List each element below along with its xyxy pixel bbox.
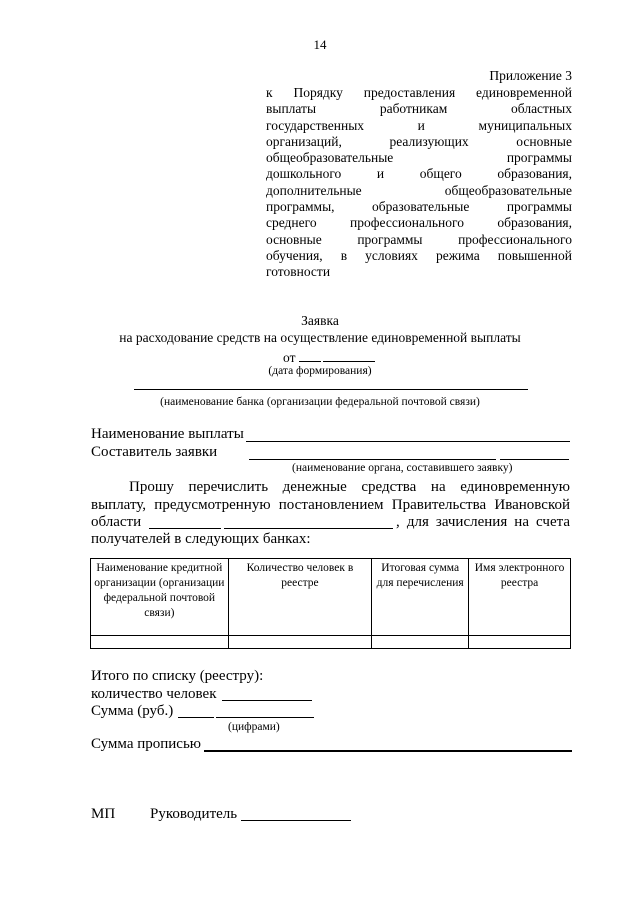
appendix-line: общеобразовательные программы [266, 150, 572, 166]
head-signature-field[interactable] [241, 820, 351, 821]
request-line: выплату, предусмотренную постановлением Правительства Ивановской [91, 497, 570, 513]
appendix-line: среднего профессионального образования, [266, 215, 572, 231]
table-header-cell: Количество человек в реестре [228, 559, 372, 636]
sum-field-a[interactable] [178, 717, 214, 718]
document-title: Заявка [301, 313, 339, 328]
appendix-line: государственных и муниципальных [266, 117, 572, 133]
appendix-line: готовности [266, 264, 331, 280]
appendix-line: организаций, реализующих основные [266, 133, 572, 149]
request-line: Прошу перечислить денежные средства на единовременную [129, 479, 570, 495]
page-number: 14 [313, 37, 327, 52]
compiler-label: Составитель заявки [91, 444, 218, 460]
appendix-line: основные программы профессионального [266, 231, 572, 247]
date-prefix: от [283, 350, 296, 365]
compiler-field[interactable] [249, 459, 496, 460]
appendix-line: дополнительные общеобразовательные [266, 182, 572, 198]
appendix-line: к Порядку предоставления единовременной [266, 85, 572, 100]
appendix-line: программы, образовательные программы [266, 199, 572, 215]
date-line [283, 347, 375, 366]
region-field-a[interactable] [149, 528, 221, 529]
table-header-row [91, 559, 571, 636]
table-cell[interactable] [469, 636, 571, 649]
table-cell[interactable] [372, 636, 469, 649]
appendix-line: выплаты работникам областных [266, 101, 572, 117]
sum-words-field[interactable] [204, 750, 572, 752]
head-label: Руководитель [150, 806, 238, 822]
recipients-line: получателей в следующих банках: [91, 531, 311, 547]
compiler-field-extra[interactable] [500, 459, 569, 460]
people-count-label: количество человек [91, 686, 217, 702]
date-day-blank[interactable] [299, 347, 321, 362]
table-header-cell: Итоговая сумма для перечисления [372, 559, 469, 636]
payment-name-label: Наименование выплаты [91, 426, 244, 442]
table-row [91, 636, 571, 649]
stamp-place: МП [91, 806, 116, 822]
table-cell[interactable] [228, 636, 372, 649]
totals-heading: Итого по списку (реестру): [91, 668, 264, 684]
bank-name-line[interactable] [134, 389, 528, 390]
appendix-title: Приложение 3 [489, 68, 572, 83]
bank-hint: (наименование банка (организации федеральной почтовой связи) [160, 396, 480, 408]
document-subtitle: на расходование средств на осуществление единовременной выплаты [119, 330, 521, 345]
table-header-cell: Имя электронного реестра [469, 559, 571, 636]
banks-table [90, 558, 571, 649]
date-blank[interactable] [323, 347, 375, 362]
region-tail: , для зачисления на счета [396, 514, 570, 530]
table-cell[interactable] [91, 636, 229, 649]
sum-field-b[interactable] [216, 717, 314, 718]
region-word: области [91, 514, 142, 530]
sum-label: Сумма (руб.) [91, 703, 174, 719]
table-header-cell: Наименование кредитной организации (организации федеральной почтовой связи) [91, 559, 229, 636]
sum-words-label: Сумма прописью [91, 736, 202, 752]
people-count-field[interactable] [222, 700, 312, 701]
region-field-b[interactable] [224, 528, 393, 529]
compiler-hint: (наименование органа, составившего заявку) [292, 462, 513, 474]
payment-name-field[interactable] [246, 441, 570, 442]
appendix-reference [266, 85, 572, 281]
date-hint: (дата формирования) [268, 365, 372, 377]
appendix-line: дошкольного и общего образования, [266, 166, 572, 182]
appendix-line: обучения, в условиях режима повышенной [266, 247, 572, 263]
sum-hint: (цифрами) [228, 721, 280, 733]
